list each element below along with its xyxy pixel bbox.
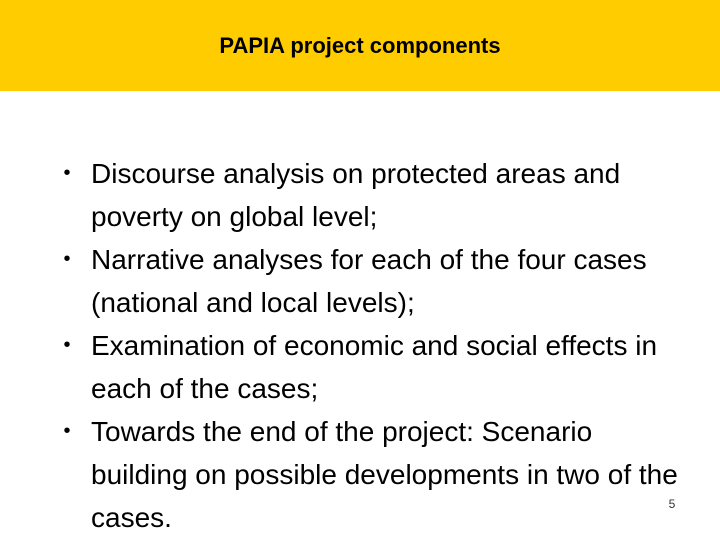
bullet-item: [0, 238, 720, 324]
slide-number: 5: [668, 497, 676, 511]
bullet-icon: •: [63, 248, 71, 270]
slide-title: PAPIA project components: [219, 33, 501, 58]
bullet-text: Examination of economic and social effects in each of the cases;: [91, 330, 658, 404]
bullet-text: Narrative analyses for each of the four cases (national and local levels);: [91, 244, 647, 318]
bullet-item: [0, 152, 720, 238]
bullet-icon: •: [63, 334, 71, 356]
bullet-text: Towards the end of the project: Scenario building on possible developments in two of the cases.: [91, 416, 678, 533]
bullet-text: Discourse analysis on protected areas and poverty on global level;: [91, 158, 621, 232]
bullet-item: [0, 324, 720, 410]
bullet-icon: •: [63, 420, 71, 442]
bullet-icon: •: [63, 162, 71, 184]
bullet-list: [0, 152, 720, 539]
bullet-item: [0, 410, 720, 539]
